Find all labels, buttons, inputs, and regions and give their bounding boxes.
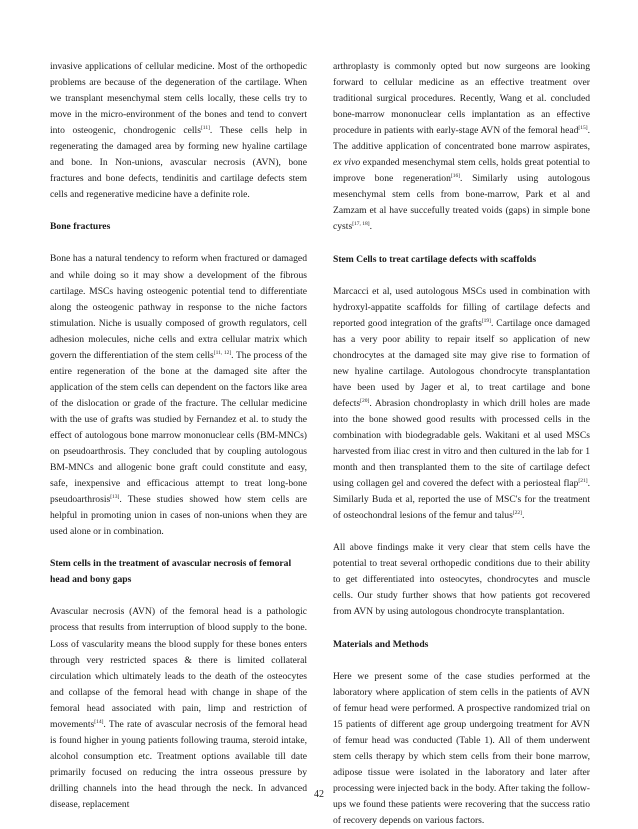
text-span: . Similarly using autologous mesenchymal stem cells from bone-marrow, Park et al and Zamzam et al have succefully treated voids (gaps) in simple bone cysts: [333, 173, 591, 233]
citation: [22]: [512, 510, 523, 517]
text-span: expanded mesenchymal stem cells, holds great potential to improve bone regeneration: [333, 157, 590, 185]
text-span: . Abrasion chondroplasty in which drill holes are made into the bone showed good results with processed cells in the combination with biodegradable gels. Wakitani et al used MSCs harvested from iliac crest in vitro and then cultured in the lab for 1 month and then transplanted them to the site of cartilage defect using collagen gel and covered the defect with a periosteal flap: [333, 397, 590, 490]
text-span: . The rate of avascular necrosis of the femoral head is found higher in young patients following trauma, steroid intake, alcohol consumption etc. Treatment options available till date primarily focused on reducing the intra osseous pressure by drilling channels into the head through the neck. In advanced disease, replacement: [50, 718, 307, 810]
paragraph-bone-fractures: [50, 251, 307, 540]
text-span: . The process of the entire regeneration of the bone at the damaged site after the application of the stem cells can dependent on the factors like area of the dislocation or grade of the fracture. The cellular medicine with the use of grafts was studied by Fernandez et al. to study the effect of autologous bone marrow mononuclear cells (BM-MNCs) on pseudoarthrosis. They concluded that by coupling autologous BM-MNCs and allogenic bone graft could constitute and easy, safe, inexpensive and efficacious attempt to treat long-bone pseudoarthrosis: [50, 349, 308, 506]
right-column: [333, 59, 590, 829]
text-span: invasive applications of cellular medicine. Most of the orthopedic problems are because of the degeneration of the cartilage. When we transplant mesenchymal stem cells locally, these cells try to move in the micro-environment of the bones and tend to convert into osteogenic, chondrogenic cells: [50, 61, 307, 137]
heading-methods: Materials and Methods: [333, 638, 429, 650]
heading-bone-fractures: Bone fractures: [50, 221, 111, 233]
heading-cartilage: Stem Cells to treat cartilage defects with scaffolds: [333, 253, 537, 265]
text-span: .: [369, 221, 373, 233]
italic-text: ex vivo: [333, 157, 361, 169]
paragraph-arthroplasty: [333, 59, 590, 236]
citation: [15]: [578, 125, 588, 131]
paragraph-avn: [50, 604, 307, 813]
text-span: . The additive application of concentrated bone marrow aspirates,: [333, 125, 590, 153]
paragraph-intro-continued: [50, 59, 307, 203]
heading-avn: Stem cells in the treatment of avascular necrosis of femoral head and bony gaps: [50, 558, 292, 586]
paragraph-findings: All above findings make it very clear that stem cells have the potential to treat several orthopedic conditions due to their ability to get differentiated into osteocytes, chondrocytes and muscle cells. Our study further shows that how patients got recovered from AVN by using autologous chondrocyte transplantation.: [333, 542, 590, 618]
text-span: . Cartilage once damaged has a very poor ability to repair itself so application of new chondrocytes at the damaged site may give rise to formation of new hyaline cartilage. Autologous chondrocyte transplantation have been used by Jager et al, to treat cartilage and bone defects: [333, 317, 591, 409]
paragraph-cartilage: [333, 284, 590, 525]
citation: [14]: [94, 718, 104, 725]
citation: [21]: [578, 477, 588, 484]
citation: [16]: [450, 173, 461, 180]
citation: [17, 18]: [352, 221, 370, 228]
citation: [11, 12]: [213, 349, 232, 356]
citation: [19]: [481, 317, 491, 324]
citation: [13]: [110, 493, 120, 500]
text-span: Marcacci et al, used autologous MSCs used in combination with hydroxyl-appatite scaffolds for filling of cartilage defects and reported good integration of the grafts: [333, 285, 590, 329]
left-column: [50, 59, 307, 813]
citation: [20]: [360, 397, 370, 404]
text-span: Bone has a natural tendency to reform when fractured or damaged and while doing so it may show a development of the fibrous cartilage. MSCs having osteogenic potential tend to differentiate along the osteogenic pathway in response to the niche factors stimulation. Niche is usually composed of growth regulators, cell adhesion molecules, niche cells and extra cellular matrix which govern the differentiation of the stem cells: [50, 253, 307, 361]
text-span: .: [522, 510, 525, 522]
text-span: arthroplasty is commonly opted but now surgeons are looking forward to cellular medicine as an effective treatment over traditional surgical procedures. Recently, Wang et al. concluded bone-marrow mononuclear cells implantation as an effective procedure in patients with early-stage AVN of the femoral head: [333, 61, 590, 137]
citation: [11]: [200, 125, 210, 131]
page-number: 42: [314, 789, 324, 800]
text-span: . These cells help in regenerating the damaged area by forming new hyaline cartilage and bone. In Non-unions, avascular necrosis (AVN), bone fractures and bone defects, tendinitis and cartilage defects stem cells and regenerative medicine have a definite role.: [50, 125, 307, 201]
text-span: . Similarly Buda et al, reported the use of MSC's for the treatment of osteochondral lesions of the femur and talus: [333, 478, 590, 522]
text-span: . These studies showed how stem cells are helpful in promoting union in cases of non-unions when they are used alone or in combination.: [50, 494, 307, 538]
paragraph-methods: Here we present some of the case studies performed at the laboratory where application of stem cells in the patients of AVN of femur head were performed. A prospective randomized trial on 15 patients of different age group undergoing treatment for AVN of femur head was conducted (Table 1). All of them underwent stem cells therapy by which stem cells from their bone marrow, adipose tissue were isolated in the laboratory and later after processing were injected back in the body. After taking the follow-ups we found these patients were recovering that the success ratio of recovery depends on various factors.: [333, 670, 590, 826]
text-span: Avascular necrosis (AVN) of the femoral head is a pathologic process that results from interruption of blood supply to the bone. Loss of vascularity means the blood supply for these bones enters through very restricted spaces & there is limited collateral circulation which ultimately leads to the death of the osteocytes and collapse of the femoral head with change in shape of the femoral head associated with pain, limp and restriction of movements: [50, 606, 307, 730]
